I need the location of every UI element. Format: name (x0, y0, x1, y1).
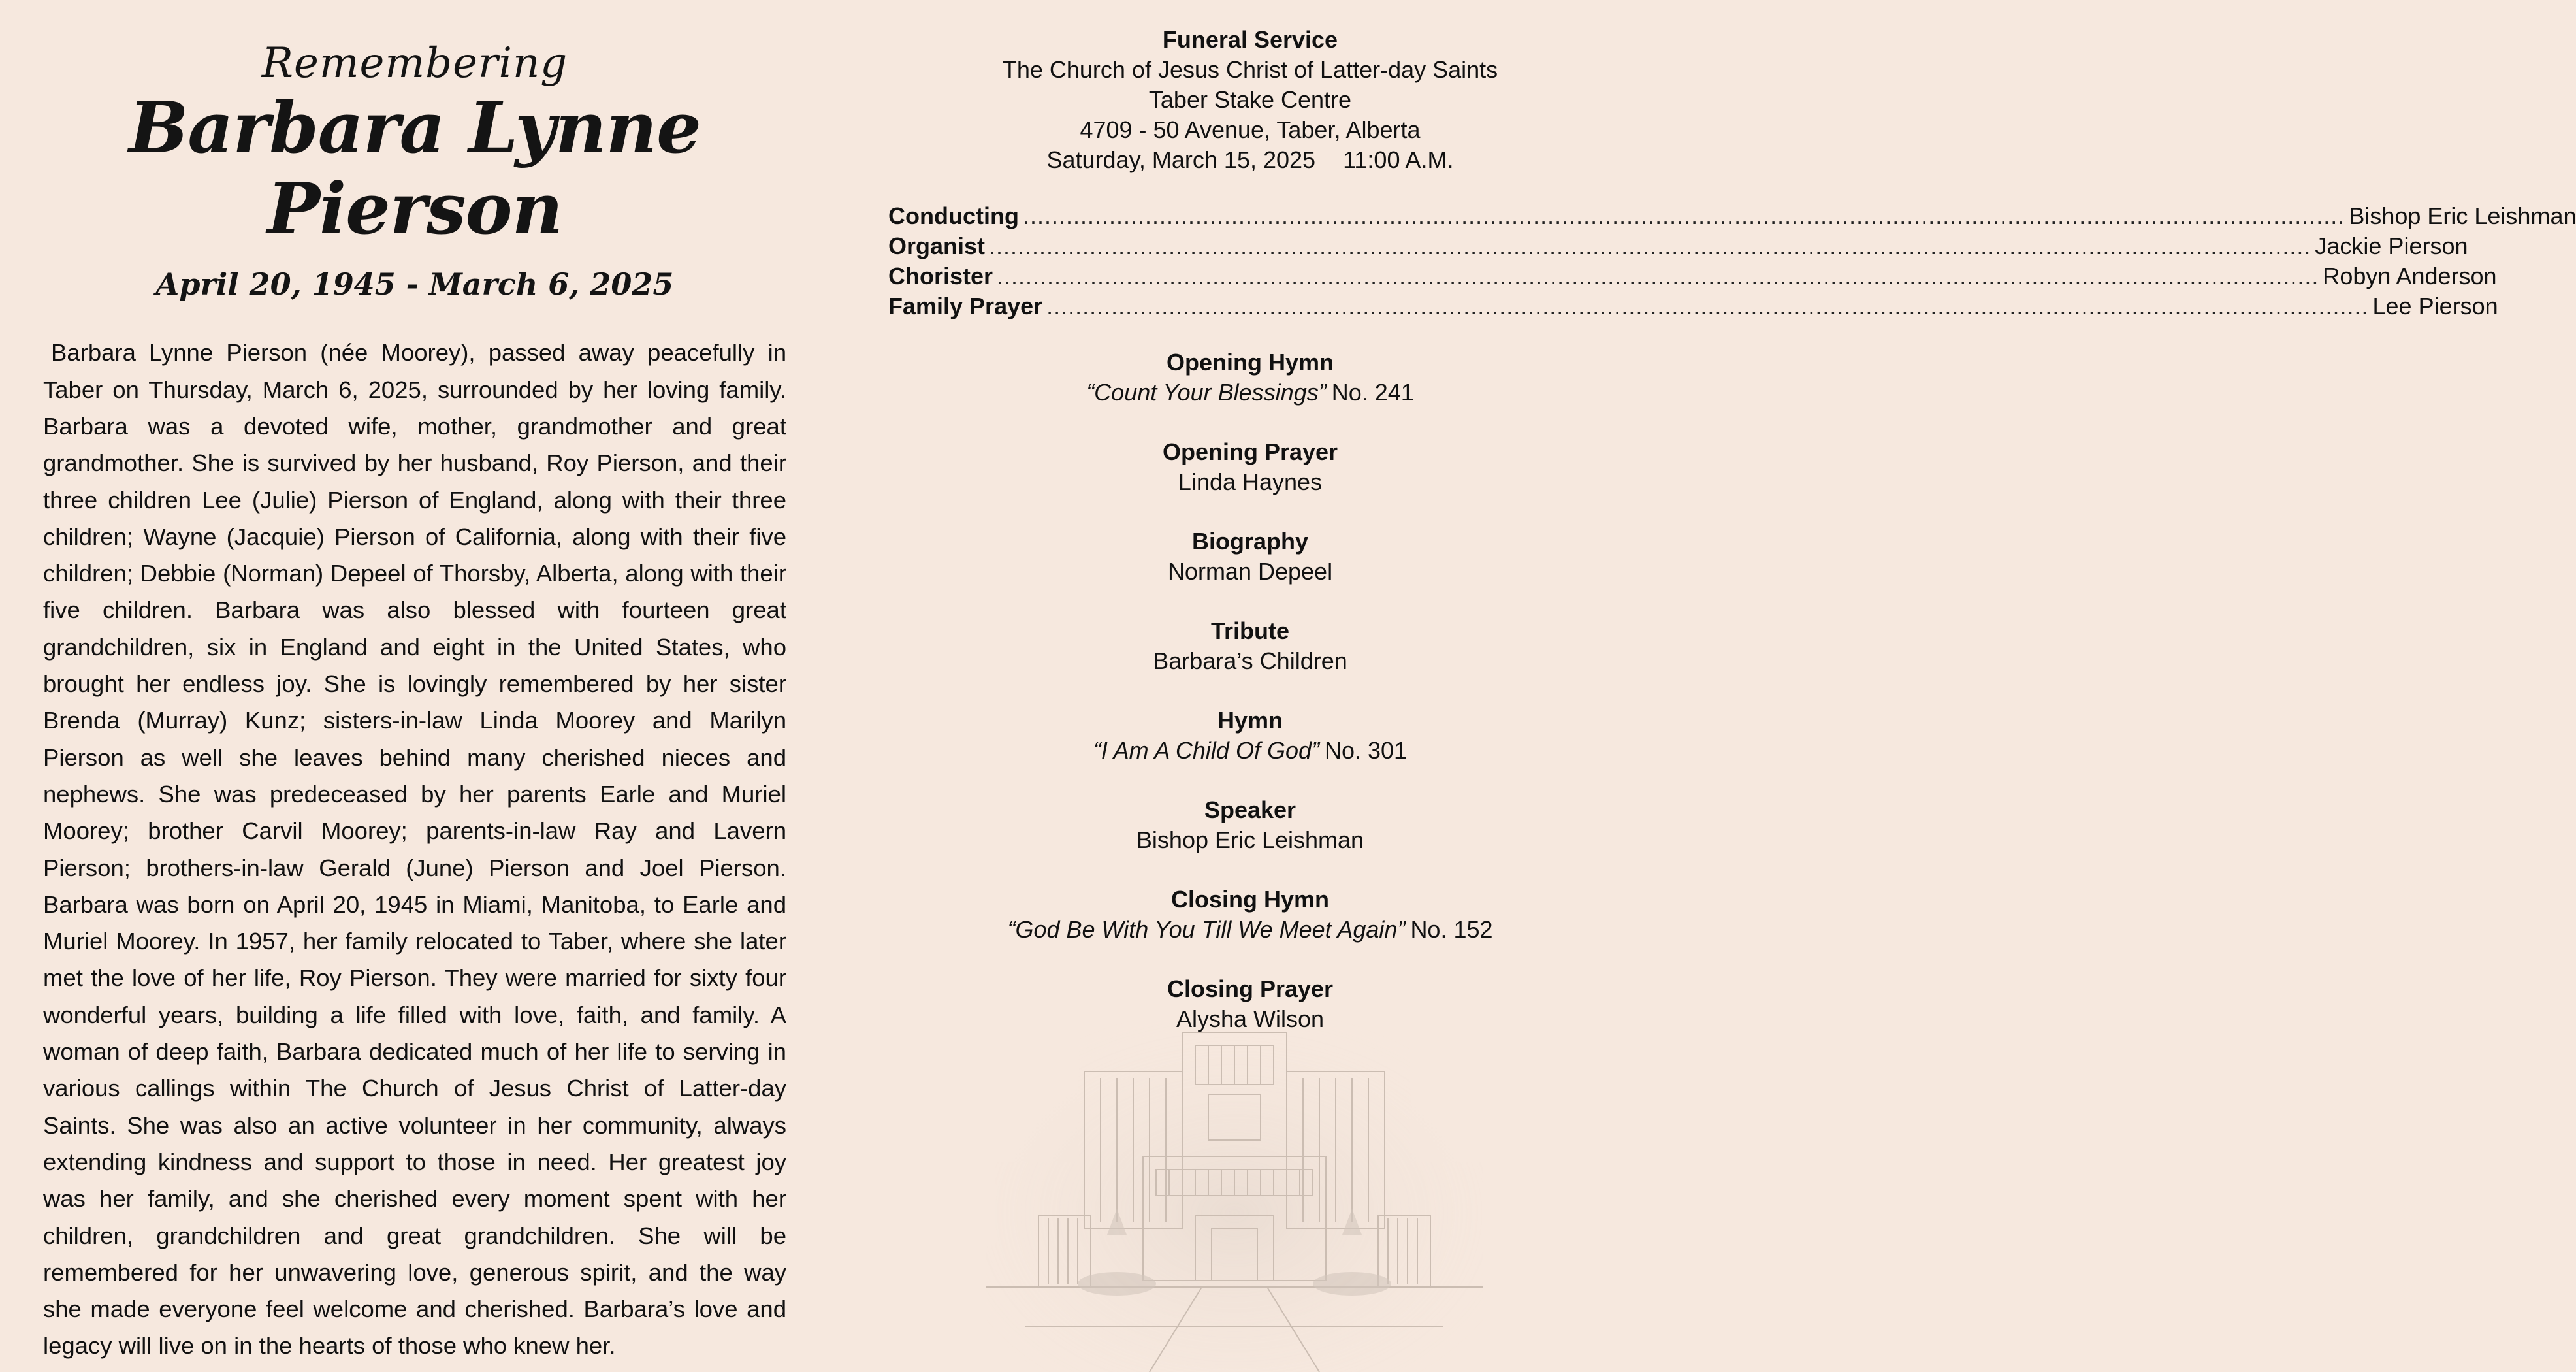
service-program-panel (888, 25, 2576, 1064)
remembering-heading: Remembering (261, 39, 568, 88)
program-item-person: Barbara’s Children (1153, 647, 1347, 674)
participant-name: Robyn Anderson (2323, 263, 2497, 289)
hymn-line (888, 915, 1612, 945)
program-item-title: Closing Prayer (1167, 975, 1334, 1002)
program-item (888, 527, 1612, 587)
participant-role: Organist (888, 233, 986, 259)
program-item-person: Norman Depeel (1167, 558, 1333, 585)
participant-row (888, 231, 2468, 261)
deceased-name: Barbara Lynne Pierson (129, 87, 701, 251)
obituary-text: Barbara Lynne Pierson (née Moorey), passed away peacefully in Taber on Thursday, March 6, 2025, surrounded by her loving family. Barbara was a devoted wife, mother, grandmother and great grandmother. She is survived by her husband, Roy Pierson, and their three children Lee (Julie) Pierson of England, along with their three children; Wayne (Jacquie) Pierson of California, along with their five children; Debbie (Norman) Depeel of Thorsby, Alberta, along with their five children. Barbara was also blessed with fourteen great grandchildren, six in England and eight in the United States, who brought her endless joy. She is lovingly remembered by her sister Brenda (Murray) Kunz; sisters-in-law Linda Moorey and Marilyn Pierson as well she leaves behind many cherished nieces and nephews. She was predeceased by her parents Earle and Muriel Moorey; brother Carvil Moorey; parents-in-law Ray and Lavern Pierson; brothers-in-law Gerald (June) Pierson and Joel Pierson. Barbara was born on April 20, 1945 in Miami, Manitoba, to Earle and Muriel Moorey. In 1957, her family relocated to Taber, where she later met the love of her life, Roy Pierson. They were married for sixty four wonderful years, building a life filled with love, faith, and family. A woman of deep faith, Barbara dedicated much of her life to serving in various callings within The Church of Jesus Christ of Latter-day Saints. She was also an active volunteer in her community, always extending kindness and support to those in need. Her greatest joy was her family, and she cherished every moment spent with her children, grandchildren and great grandchildren. She will be remembered for her unwavering love, generous spirit, and the way she made everyone feel welcome and cherished. Barbara’s love and legacy will live on in the hearts of those who knew her. (43, 339, 786, 1360)
leader-dots: ........................................................................................................................................................................................ (997, 263, 2319, 289)
program-item-title: Opening Hymn (1166, 349, 1334, 376)
obituary-panel (43, 26, 786, 1365)
hymn-title: “God Be With You Till We Meet Again” (1007, 916, 1406, 943)
leader-dots: ........................................................................................................................................................................................ (1046, 293, 2369, 319)
participant-role: Chorister (888, 263, 993, 289)
program-item-person: Alysha Wilson (1176, 1005, 1325, 1032)
service-time: 11:00 A.M. (1343, 146, 1454, 173)
program-item-title: Hymn (1217, 707, 1283, 734)
program-item-title: Speaker (1204, 796, 1296, 823)
program-item (888, 885, 1612, 945)
participant-role: Family Prayer (888, 293, 1043, 319)
hymn-number: No. 241 (1331, 379, 1414, 406)
service-date: Saturday, March 15, 2025 (1046, 146, 1316, 173)
program-order (888, 348, 1612, 1034)
program-item (888, 974, 1612, 1034)
program-item-title: Tribute (1210, 617, 1289, 644)
service-datetime (888, 145, 1612, 175)
leader-dots: ........................................................................................................................................................................................ (989, 233, 2311, 259)
program-item-title: Closing Hymn (1170, 886, 1329, 913)
participant-row (888, 291, 2498, 321)
temple-illustration (986, 1019, 1483, 1372)
venue-address: 4709 - 50 Avenue, Taber, Alberta (1080, 116, 1421, 143)
leader-dots: ........................................................................................................................................................................................ (1022, 203, 2345, 229)
participant-row (888, 201, 2576, 231)
program-item-title: Opening Prayer (1162, 438, 1338, 465)
service-title: Funeral Service (1162, 26, 1338, 53)
participant-name: Lee Pierson (2372, 293, 2498, 319)
hymn-title: “Count Your Blessings” (1086, 379, 1327, 406)
hymn-line (888, 736, 1612, 766)
church-name: The Church of Jesus Christ of Latter-day Saints (1002, 56, 1498, 83)
participant-name: Jackie Pierson (2315, 233, 2468, 259)
participant-name: Bishop Eric Leishman (2349, 203, 2576, 229)
program-item (888, 348, 1612, 408)
program-item-person: Linda Haynes (1178, 468, 1323, 495)
program-item-person: Bishop Eric Leishman (1136, 826, 1364, 853)
program-item-title: Biography (1191, 528, 1308, 555)
program-item (888, 795, 1612, 855)
participants-list (888, 201, 2576, 321)
hymn-line (888, 378, 1612, 408)
program-item (888, 437, 1612, 497)
participant-role: Conducting (888, 203, 1019, 229)
hymn-number: No. 152 (1410, 916, 1493, 943)
life-dates: April 20, 1945 - March 6, 2025 (155, 267, 674, 302)
program-item (888, 706, 1612, 766)
participant-row (888, 261, 2497, 291)
hymn-title: “I Am A Child Of God” (1093, 737, 1319, 764)
program-item (888, 616, 1612, 676)
hymn-number: No. 301 (1324, 737, 1408, 764)
venue-name: Taber Stake Centre (1148, 86, 1352, 113)
